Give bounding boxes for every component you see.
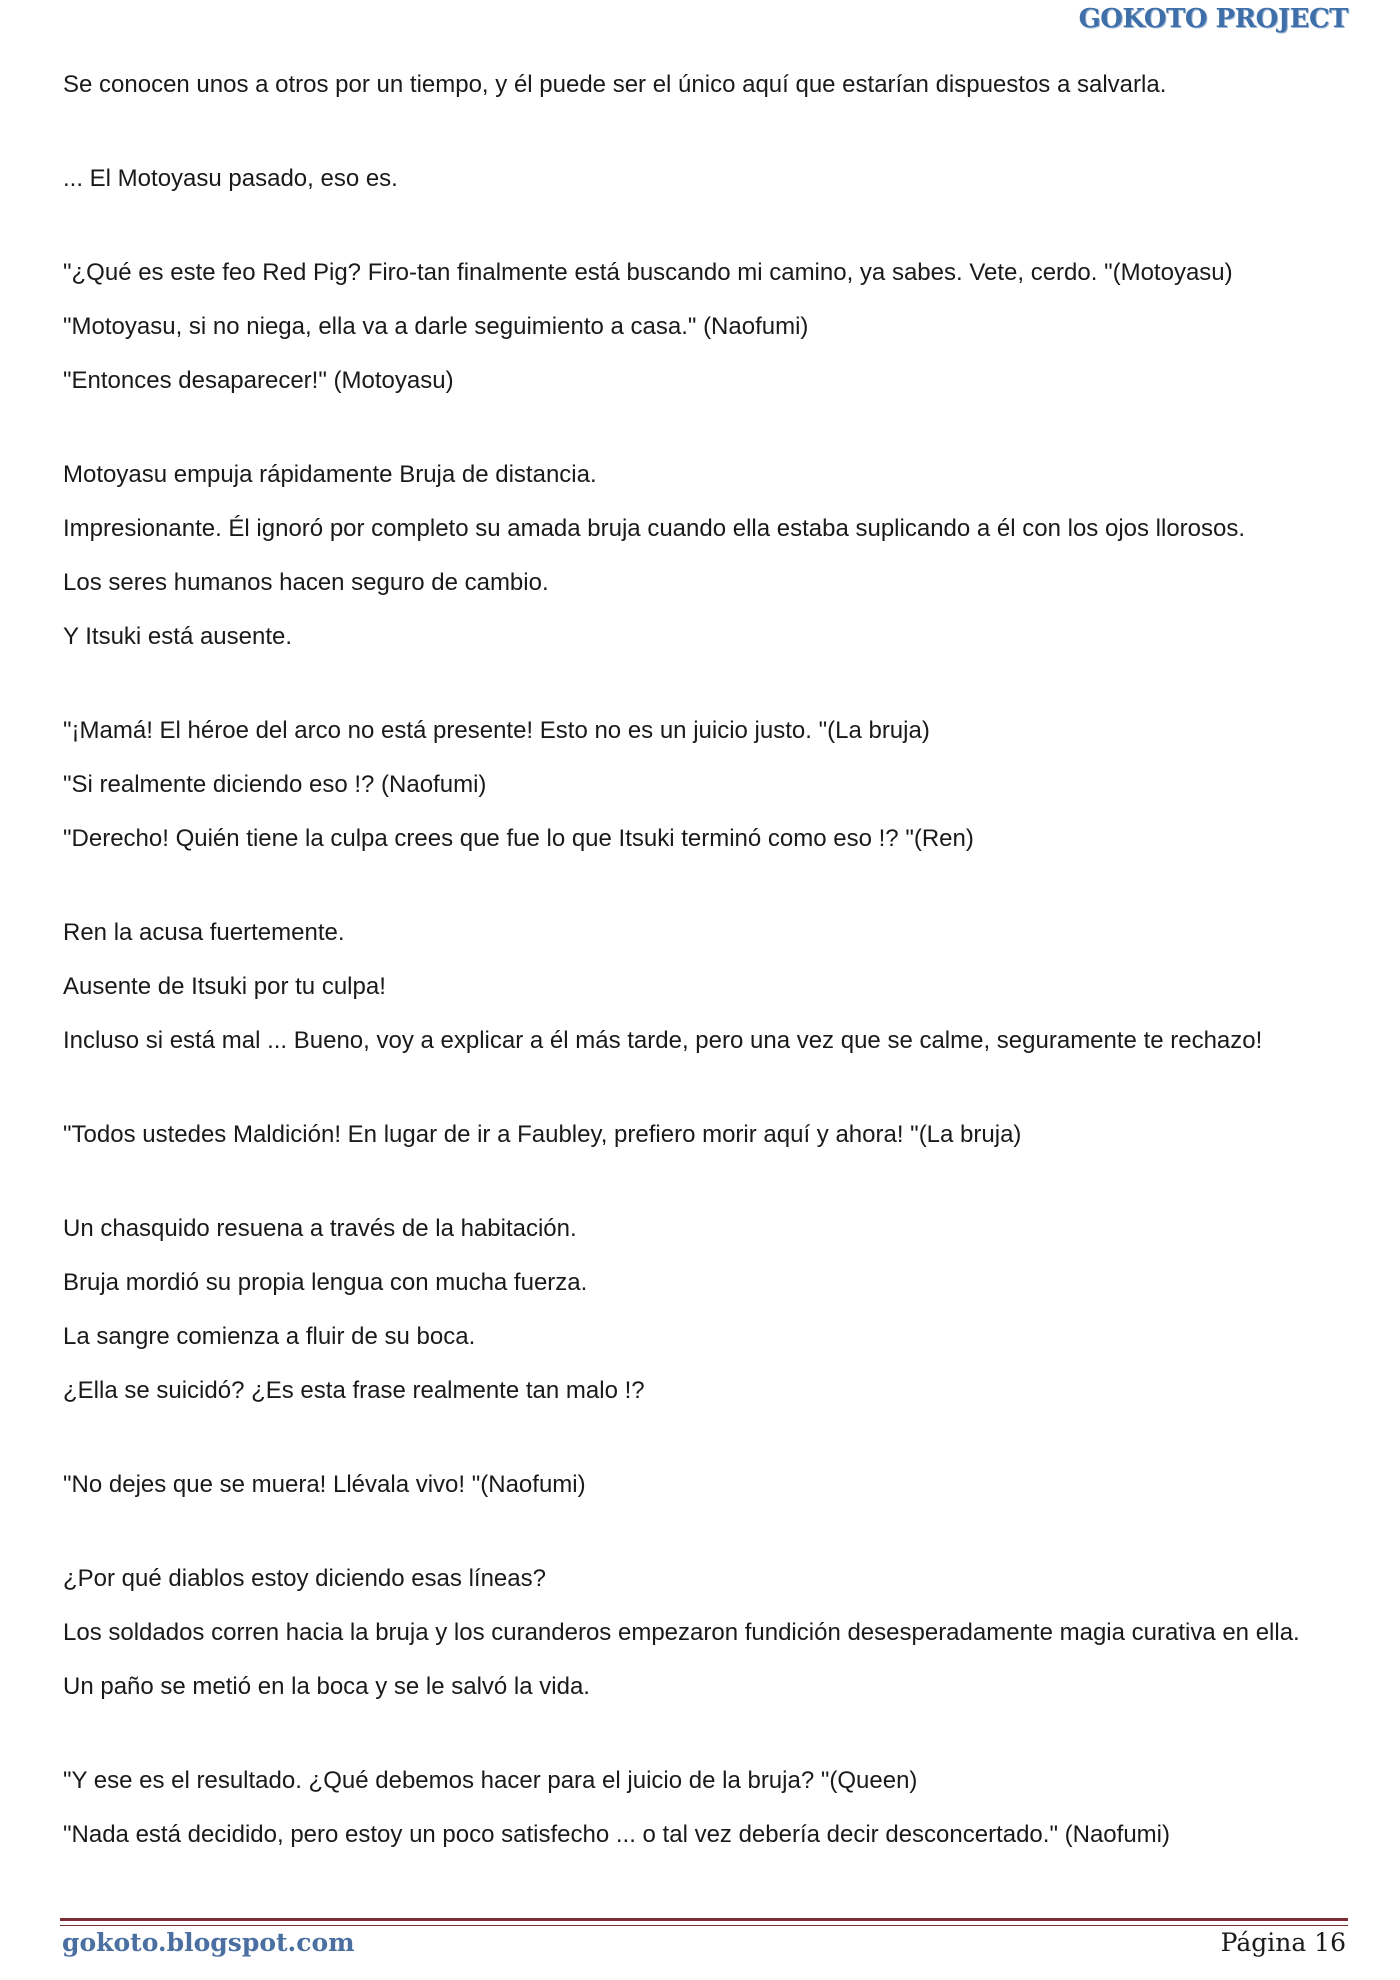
text-line: ¿Ella se suicidó? ¿Es esta frase realmente tan malo !? xyxy=(63,1377,645,1404)
text-line: Motoyasu empuja rápidamente Bruja de distancia. xyxy=(63,461,597,488)
text-line: "Si realmente diciendo eso !? (Naofumi) xyxy=(63,771,487,798)
text-line: "Motoyasu, si no niega, ella va a darle seguimiento a casa." (Naofumi) xyxy=(63,313,809,340)
paragraph-gap xyxy=(63,218,1353,258)
text-line: "¿Qué es este feo Red Pig? Firo-tan finalmente está buscando mi camino, ya sabes. Vete, cerdo. "(Motoyasu) xyxy=(63,259,1233,286)
footer-divider-thin xyxy=(60,1925,1348,1926)
text-line: Los seres humanos hacen seguro de cambio. xyxy=(63,569,549,596)
footer-divider xyxy=(60,1918,1348,1921)
text-line: Y Itsuki está ausente. xyxy=(63,623,293,650)
text-line: "Derecho! Quién tiene la culpa crees que fue lo que Itsuki terminó como eso !? "(Ren) xyxy=(63,825,974,852)
paragraph-gap xyxy=(63,124,1353,164)
text-line: Un paño se metió en la boca y se le salvó la vida. xyxy=(63,1673,590,1700)
text-line: "Todos ustedes Maldición! En lugar de ir a Faubley, prefiero morir aquí y ahora! "(La bruja) xyxy=(63,1121,1022,1148)
text-line: ¿Por qué diablos estoy diciendo esas líneas? xyxy=(63,1565,546,1592)
text-line: Los soldados corren hacia la bruja y los curanderos empezaron fundición desesperadamente magia curativa en ella. xyxy=(63,1619,1300,1646)
text-line: "¡Mamá! El héroe del arco no está presente! Esto no es un juicio justo. "(La bruja) xyxy=(63,717,930,744)
paragraph-gap xyxy=(63,420,1353,460)
text-line: Se conocen unos a otros por un tiempo, y él puede ser el único aquí que estarían dispuestos a salvarla. xyxy=(63,71,1167,98)
text-line: La sangre comienza a fluir de su boca. xyxy=(63,1323,476,1350)
text-line: Ausente de Itsuki por tu culpa! xyxy=(63,973,386,1000)
footer-site-link[interactable]: gokoto.blogspot.com xyxy=(62,1928,355,1957)
paragraph-gap xyxy=(63,1524,1353,1564)
text-line: Un chasquido resuena a través de la habitación. xyxy=(63,1215,577,1242)
text-line: Ren la acusa fuertemente. xyxy=(63,919,345,946)
text-line: Bruja mordió su propia lengua con mucha fuerza. xyxy=(63,1269,588,1296)
paragraph-gap xyxy=(63,1430,1353,1470)
text-line: "Y ese es el resultado. ¿Qué debemos hacer para el juicio de la bruja? "(Queen) xyxy=(63,1767,918,1794)
text-line: Impresionante. Él ignoró por completo su amada bruja cuando ella estaba suplicando a él con los ojos llorosos. xyxy=(63,515,1246,542)
paragraph-gap xyxy=(63,676,1353,716)
footer-page-number: Página 16 xyxy=(1220,1928,1346,1957)
text-line: ... El Motoyasu pasado, eso es. xyxy=(63,165,398,192)
paragraph-gap xyxy=(63,1174,1353,1214)
text-line: "Entonces desaparecer!" (Motoyasu) xyxy=(63,367,454,394)
text-line: "Nada está decidido, pero estoy un poco satisfecho ... o tal vez debería decir desconcertado." (Naofumi) xyxy=(63,1821,1170,1848)
text-line: "No dejes que se muera! Llévala vivo! "(Naofumi) xyxy=(63,1471,586,1498)
document-body xyxy=(63,70,1353,1874)
text-line: Incluso si está mal ... Bueno, voy a explicar a él más tarde, pero una vez que se calme, seguramente te rechazo! xyxy=(63,1027,1263,1054)
paragraph-gap xyxy=(63,1080,1353,1120)
paragraph-gap xyxy=(63,878,1353,918)
page-header-brand: GOKOTO PROJECT xyxy=(1078,4,1348,34)
paragraph-gap xyxy=(63,1726,1353,1766)
